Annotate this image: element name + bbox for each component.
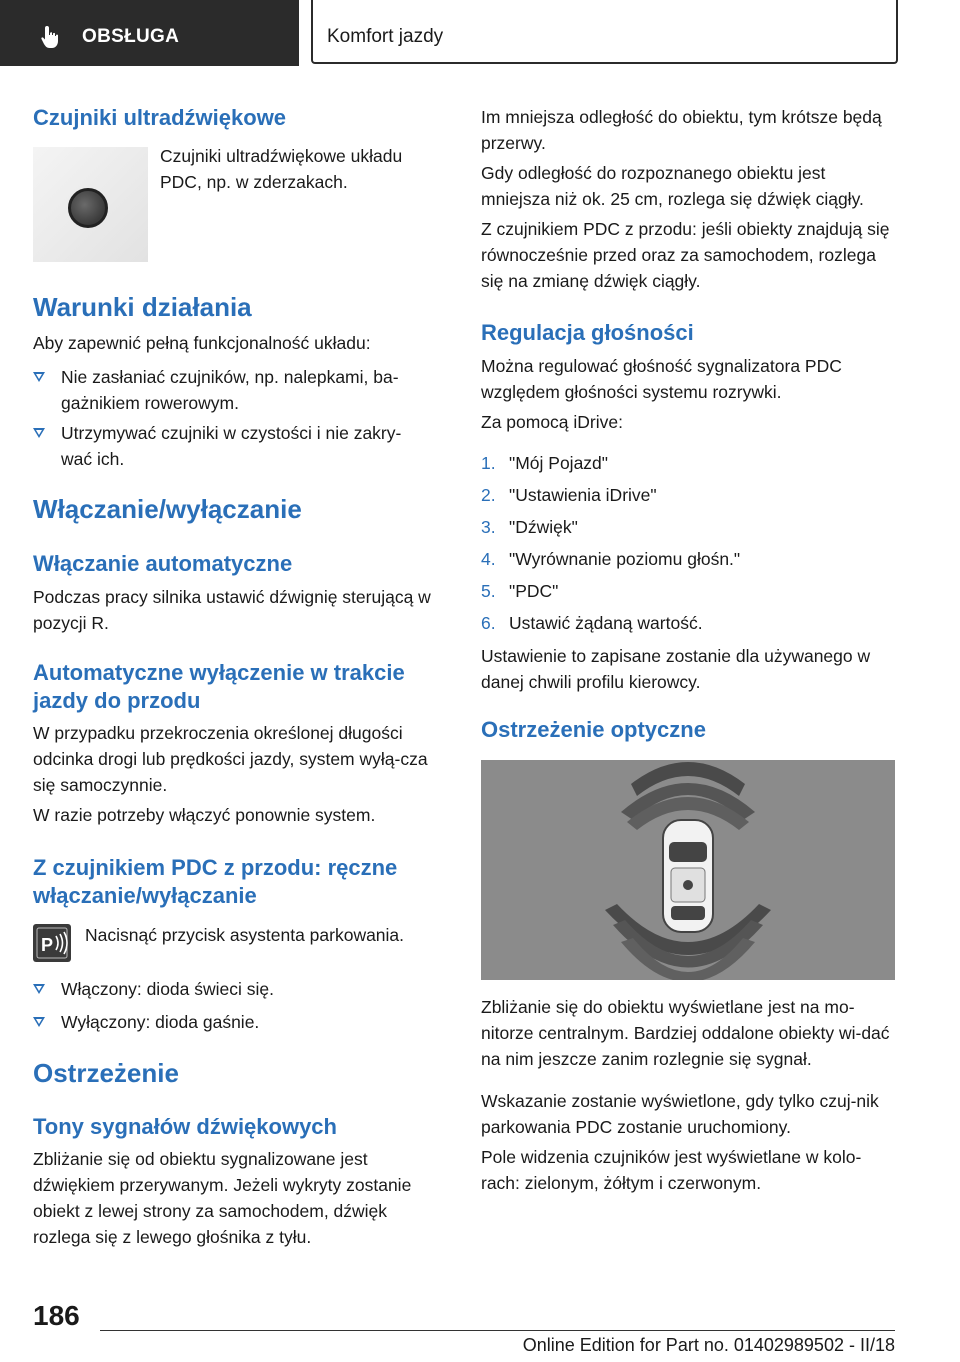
conditions-bullet-1: Nie zasłaniać czujników, np. nalepkami, ba- gażnikiem rowerowym. [33,364,451,416]
bullet-triangle-icon [33,372,45,382]
manual-bullet-2: Wyłączony: dioda gaśnie. [33,1009,451,1035]
step-3: 3. "Dźwięk" [481,517,578,537]
auto-on-text: Podczas pracy silnika ustawić dźwignię sterującą w pozycji R. [33,587,431,633]
sensor-disc [68,188,108,228]
tones-text: Zbliżanie się od obiektu sygnalizowane jest dźwiękiem przerywanym. Jeżeli wykryty zostanie obiekt z lewej strony za samochodem, dźwięk rozlega się z lewego głośnika z tyłu. [33,1149,412,1247]
manual-text: Nacisnąć przycisk asystenta parkowania. [85,925,405,945]
step-6: 6. Ustawić żądaną wartość. [481,613,703,633]
step-2: 2. "Ustawienia iDrive" [481,485,657,505]
conditions-bullet-2: Utrzymywać czujniki w czystości i nie zakry- wać ich. [33,420,451,472]
optical-text-1: Zbliżanie się do obiektu wyświetlane jest na mo-nitorze centralnym. Bardziej oddalone obiekty wi-dać na nim jeszcze zanim rozlegnie się sygnał. [481,997,890,1069]
section-tab [0,0,299,66]
idrive-intro: Za pomocą iDrive: [481,412,623,432]
step-4: 4. "Wyrównanie poziomu głośn." [481,549,741,569]
conditions-heading: Warunki działania [33,292,252,322]
car-with-sensor-arcs [481,760,895,980]
pdc-display-image [481,760,895,980]
bullet-triangle-icon [33,1017,45,1027]
park-assist-button-icon [33,924,71,962]
section-label: OBSŁUGA [82,26,180,47]
saved-text: Ustawienie to zapisane zostanie dla używanego w danej chwili profilu kierowcy. [481,646,871,692]
manual-bullet-1: Włączony: dioda świeci się. [33,976,451,1002]
page-header [0,0,960,66]
step-5: 5. "PDC" [481,581,559,601]
conditions-intro: Aby zapewnić pełną funkcjonalność układu: [33,333,371,353]
page-number: 186 [33,1300,80,1331]
warning-heading: Ostrzeżenie [33,1058,179,1088]
auto-off-text-2: W razie potrzeby włączyć ponownie system. [33,805,376,825]
sensors-caption: Czujniki ultradźwiękowe układu PDC, np. w zderzakach. [160,146,403,192]
step-1: 1. "Mój Pojazd" [481,453,608,473]
chapter-tab [311,0,898,64]
auto-on-heading: Włączanie automatyczne [33,551,293,576]
onoff-heading: Włączanie/wyłączanie [33,494,302,524]
footer-divider [100,1330,895,1331]
bullet-triangle-icon [33,428,45,438]
chapter-label: Komfort jazdy [327,26,444,47]
auto-off-heading: Automatyczne wyłączenie w trakcie jazdy do przodu [33,660,405,713]
volume-text: Można regulować głośność sygnalizatora PDC względem głośności systemu rozrywki. [481,356,842,402]
auto-off-text-1: W przypadku przekroczenia określonej długości odcinka drogi lub prędkości jazdy, system wyłą-cza się samoczynnie. [33,723,428,795]
park-assist-icon [33,924,71,962]
optical-heading: Ostrzeżenie optyczne [481,717,706,742]
optical-text-3: Pole widzenia czujników jest wyświetlane w kolo-rach: zielonym, żółtym i czerwonym. [481,1147,862,1193]
svg-text:P: P [41,935,54,955]
continuous-tone-text: Gdy odległość do rozpoznanego obiektu jest mniejsza niż ok. 25 cm, rozlega się dźwięk ciągły. [481,163,864,209]
front-pdc-text: Z czujnikiem PDC z przodu: jeśli obiekty znajdują się równocześnie przed oraz za samochodem, rozlega się na zmianę dźwięk ciągły. [481,219,890,291]
tones-heading: Tony sygnałów dźwiękowych [33,1114,337,1139]
edition-text: Online Edition for Part no. 01402989502 - II/18 [522,1335,895,1355]
optical-text-2: Wskazanie zostanie wyświetlone, gdy tylko czuj-nik parkowania PDC zostanie uruchomiony. [481,1091,879,1137]
distance-text: Im mniejsza odległość do obiektu, tym krótsze będą przerwy. [481,107,882,153]
sensors-heading: Czujniki ultradźwiękowe [33,105,287,130]
manual-heading: Z czujnikiem PDC z przodu: ręczne włączanie/wyłączanie [33,855,398,908]
bullet-triangle-icon [33,984,45,994]
hand-pointer-icon [38,24,64,50]
ultrasonic-sensor-image [33,147,148,262]
volume-heading: Regulacja głośności [481,320,694,345]
